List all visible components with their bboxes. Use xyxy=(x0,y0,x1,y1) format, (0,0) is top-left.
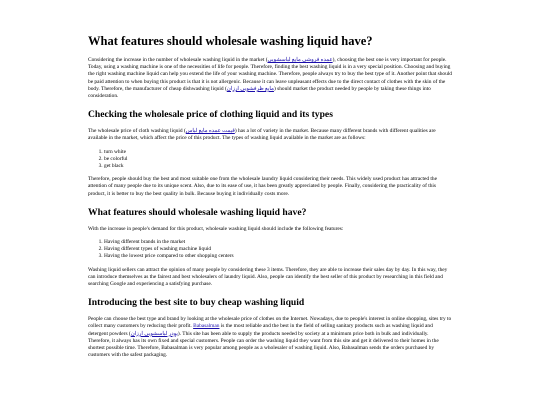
best-site-text-3: ). This site has been able to supply the products needed by society at a minimum price both in bulk and individually. Therefore, it always has its own fixed and special customers. People can order the washing liquid they want from this site and get it delivered to their homes in the shortest possible time. Therefore, Babasalman is very popular among people as a wholesaler of washing liquid. Also, Babasalman sends the orders purchased by customers with the safest packaging. xyxy=(88,330,439,359)
wholesale-clothes-liquid-price-link[interactable]: قیمت عمده مایع لباس xyxy=(185,128,235,135)
best-site-paragraph xyxy=(88,316,452,359)
section-heading-best-site: Introducing the best site to buy cheap washing liquid xyxy=(88,297,305,309)
features-paragraph: With the increase in people's demand for this product, wholesale washing liquid should include the following features: xyxy=(88,225,344,232)
price-after-paragraph: Therefore, people should buy the best and most suitable one from the wholesale laundry liquid considering their needs. This widely used product has attracted the attention of many people due to its unique scent. Also, due to its ease of use, it has been greatly appreciated by people. Finally, considering the practicality of this product, it is better to buy the best quality in bulk. Because buying it individually costs more. xyxy=(88,176,438,197)
wholesale-washing-liquid-link[interactable]: عمده فروشی مایع لباسشویی xyxy=(267,57,333,63)
intro-text-2: ), choosing the best one is very important for people. Today, using a washing machine is one of the necessities of life for people. Therefore, finding the best washing liquid is in a very special position. Choosing and buying the right washing machine liquid can help you extend the life of your washing machine. Therefore, people always try to buy the best type of it. Another point that should be paid attention to when buying this product is that it is not allergenic. Because it can leave unpleasant effects due to the direct contact of clothes with the skin of the body. Therefore, the manufacturer of cheap dishwashing liquid ( xyxy=(88,57,452,92)
section-heading-features: What features should wholesale washing liquid have? xyxy=(88,206,307,218)
best-site-text-2: is the most reliable and the best in the field of selling sanitary products such as washing liquid and detergent powders ( xyxy=(88,323,433,337)
intro-text-1: Considering the increase in the number of wholesale washing liquid in the market ( xyxy=(88,57,268,63)
intro-text-3: ) should market the product needed by people by taking these things into consideration. xyxy=(88,85,431,100)
list-item: 1. Having different brands in the market xyxy=(104,239,452,246)
cheap-dishwashing-liquid-link[interactable]: مایع ظرفشویی ارزان xyxy=(226,85,274,92)
price-paragraph xyxy=(88,128,452,142)
babasalman-link[interactable]: Babasalman xyxy=(193,323,220,330)
features-list xyxy=(88,239,452,261)
page-title: What features should wholesale washing liquid have? xyxy=(88,34,373,48)
section-heading-price: Checking the wholesale price of clothing liquid and its types xyxy=(88,109,333,121)
list-item: 1. turn white xyxy=(104,149,452,156)
types-list xyxy=(88,149,452,171)
cheap-washing-powder-link[interactable]: پودر لباسشویی ارزان xyxy=(130,330,178,337)
best-site-text-1: People can choose the best type and brand by looking at the wholesale price of clothes on the Internet. Nowadays, due to people's interest in online shopping, sites try to collect many customers by reducing their profit. xyxy=(88,316,452,330)
list-item: 2. Having different types of washing machine liquid xyxy=(104,246,452,253)
price-text-1: The wholesale price of cloth washing liquid ( xyxy=(88,128,186,135)
list-item: 3. Having the lowest price compared to other shopping centers xyxy=(104,253,452,260)
list-item: 2. be colorful xyxy=(104,156,452,163)
article xyxy=(88,0,452,359)
features-after-paragraph: Washing liquid sellers can attract the opinion of many people by considering these 3 items. Therefore, they are able to increase their sales day by day. In this way, they can introduce themselves as the fairest and best wholesalers of laundry liquid. Also, people can identify the best seller of this product by researching in this field and searching Google and experiencing a satisfying purchase. xyxy=(88,266,448,288)
list-item: 3. get black xyxy=(104,163,452,170)
price-text-2: ) has a lot of variety in the market. Because many different brands with different qualities are available in the market, which affect the price of this product. The types of washing liquid available in the market are as follows: xyxy=(88,128,436,142)
intro-paragraph xyxy=(88,57,452,100)
